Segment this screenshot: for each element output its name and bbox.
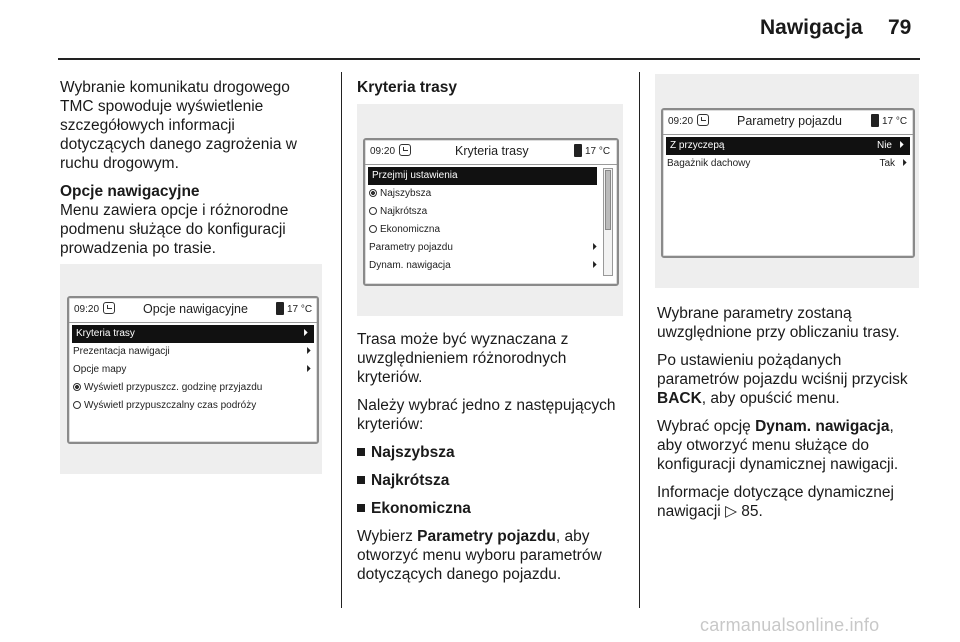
arrow-right-icon: ⏵: [902, 158, 907, 169]
menu-item: Dynam. nawigacja ⏵: [365, 257, 617, 275]
paragraph-choose: Należy wybrać jedno z następujących kryteriów:: [357, 397, 616, 433]
screen-display: [67, 296, 319, 444]
screen-time: 09:20: [370, 146, 396, 157]
paragraph-options: Menu zawiera opcje i różnorodne podmenu służące do konfiguracji prowadzenia po trasie.: [60, 202, 289, 257]
screen-display: [661, 108, 915, 258]
list-item: Ekonomiczna: [357, 499, 633, 518]
header-rule: [58, 58, 920, 60]
clock-icon: [399, 144, 411, 156]
page-ref-icon: ▷: [725, 503, 742, 520]
arrow-right-icon: ⏵: [303, 328, 308, 339]
criteria-list: [357, 443, 633, 518]
screen-time: 09:20: [74, 304, 100, 315]
menu-item: Bagażnik dachowy Tak ⏵: [663, 155, 913, 173]
screen-display: [363, 138, 619, 286]
screen-image-options: [60, 264, 322, 474]
menu-item: Wyświetl przypuszczalny czas podróży: [69, 397, 317, 415]
screen-title: Opcje nawigacyjne: [143, 302, 248, 316]
radio-checked-icon: [369, 189, 377, 197]
clock-icon: [697, 114, 709, 126]
screen-temp: 17 °C: [585, 146, 611, 157]
phone-icon: [574, 144, 582, 157]
page-title: Nawigacja: [760, 16, 863, 39]
section-heading: Opcje nawigacyjne: [60, 183, 200, 200]
radio-checked-icon: [73, 383, 81, 391]
menu-item: Kryteria trasy ⏵: [72, 325, 314, 343]
screen-title: Kryteria trasy: [455, 144, 529, 158]
bullet-icon: [357, 504, 365, 512]
list-item: Najszybsza: [357, 443, 633, 462]
screen-status-bar: [663, 110, 913, 135]
column-divider-1: [341, 72, 342, 608]
paragraph-tmc: Wybranie komunikatu drogowego TMC spowoduje wyświetlenie szczegółowych informacji dotyczących danego zagrożenia w ruchu drogowym.: [60, 79, 297, 172]
menu-item: Opcje mapy ⏵: [69, 361, 317, 379]
radio-empty-icon: [73, 401, 81, 409]
arrow-right-icon: ⏵: [306, 346, 311, 357]
column-2: [357, 330, 633, 593]
bullet-icon: [357, 476, 365, 484]
phone-icon: [871, 114, 879, 127]
menu-item: Z przyczepą Nie ⏵: [666, 137, 910, 155]
radio-empty-icon: [369, 225, 377, 233]
screen-temp: 17 °C: [287, 304, 313, 315]
screen-title: Parametry pojazdu: [737, 114, 842, 128]
screen-temp: 17 °C: [882, 116, 908, 127]
clock-icon: [103, 302, 115, 314]
arrow-right-icon: ⏵: [592, 242, 597, 253]
paragraph-route: Trasa może być wyznaczana z uwzględnieniem różnorodnych kryteriów.: [357, 331, 569, 386]
column-divider-2: [639, 72, 640, 608]
scrollbar-thumb: [605, 170, 611, 230]
menu-item: Prezentacja nawigacji ⏵: [69, 343, 317, 361]
screen-status-bar: [69, 298, 317, 323]
menu-item: Przejmij ustawienia: [368, 167, 597, 185]
screen-time: 09:20: [668, 116, 694, 127]
menu-item: Najszybsza: [365, 185, 617, 203]
watermark: carmanualsonline.info: [700, 615, 880, 635]
page-number: 79: [888, 16, 912, 39]
menu-item: Parametry pojazdu ⏵: [365, 239, 617, 257]
column-1: [60, 78, 310, 267]
phone-icon: [276, 302, 284, 315]
screen-status-bar: [365, 140, 617, 165]
paragraph-back: Po ustawieniu pożądanych parametrów pojazdu wciśnij przycisk BACK, aby opuścić menu.: [657, 352, 908, 407]
column-3: [657, 304, 923, 530]
section-title: Kryteria trasy: [357, 79, 457, 96]
paragraph-params: Wybierz Parametry pojazdu, aby otworzyć menu wyboru parametrów dotyczących danego pojazdu.: [357, 528, 602, 583]
arrow-right-icon: ⏵: [592, 260, 597, 271]
arrow-right-icon: ⏵: [306, 364, 311, 375]
paragraph-dynamic: Wybrać opcję Dynam. nawigacja, aby otworzyć menu służące do konfiguracji dynamicznej nawigacji.: [657, 418, 899, 473]
screen-image-vehicle: [655, 74, 919, 288]
menu-item: Wyświetl przypuszcz. godzinę przyjazdu: [69, 379, 317, 397]
paragraph-params-applied: Wybrane parametry zostaną uwzględnione przy obliczaniu trasy.: [657, 305, 900, 341]
paragraph-info: Informacje dotyczące dynamicznej nawigacji ▷ 85.: [657, 484, 894, 520]
scrollbar: [603, 168, 613, 276]
arrow-right-icon: ⏵: [899, 140, 904, 151]
menu-item: Najkrótsza: [365, 203, 617, 221]
list-item: Najkrótsza: [357, 471, 633, 490]
bullet-icon: [357, 448, 365, 456]
radio-empty-icon: [369, 207, 377, 215]
screen-image-route: [357, 104, 623, 316]
menu-item: Ekonomiczna: [365, 221, 617, 239]
